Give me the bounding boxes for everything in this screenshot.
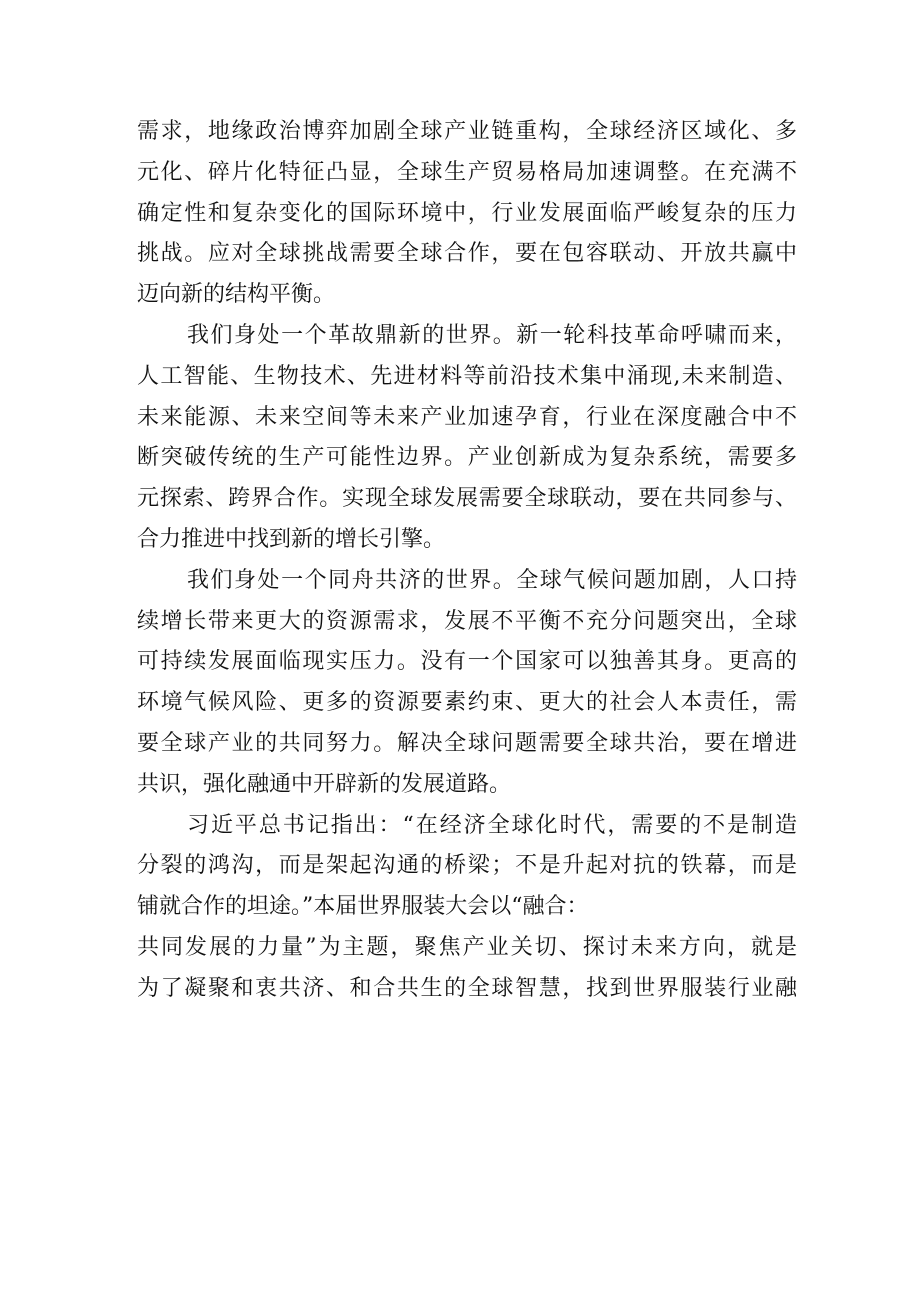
text-line: 合力推进中找到新的增长引擎。 [137, 526, 446, 552]
text-line: 人工智能、生物技术、先进材料等前沿技术集中涌现,未来制造、 [137, 363, 797, 389]
text-line: 环境气候风险、更多的资源要素约束、更大的社会人本责任，需 [137, 690, 797, 716]
text-line: 要全球产业的共同努力。解决全球问题需要全球共治，要在增进 [137, 730, 797, 756]
text-line: 我们身处一个同舟共济的世界。全球气候问题加剧，人口持 [187, 567, 797, 593]
text-line: 挑战。应对全球挑战需要全球合作，要在包容联动、开放共赢中 [137, 241, 797, 267]
text-line: 未来能源、未来空间等未来产业加速孕育，行业在深度融合中不 [137, 404, 797, 430]
text-line: 续增长带来更大的资源需求，发展不平衡不充分问题突出，全球 [137, 608, 797, 634]
text-line: 迈向新的结构平衡。 [137, 282, 336, 308]
text-line: 共同发展的力量”为主题，聚焦产业关切、探讨未来方向，就是 [137, 934, 797, 960]
document-body [137, 112, 797, 1010]
text-line: 共识，强化融通中开辟新的发展道路。 [137, 771, 512, 797]
text-line: 习近平总书记指出：“在经济全球化时代，需要的不是制造 [187, 812, 797, 838]
text-line: 我们身处一个革故鼎新的世界。新一轮科技革命呼啸而来， [187, 322, 797, 348]
text-line: 元探索、跨界合作。实现全球发展需要全球联动，要在共同参与、 [137, 486, 797, 512]
text-line: 断突破传统的生产可能性边界。产业创新成为复杂系统，需要多 [137, 445, 797, 471]
text-line: 为了凝聚和衷共济、和合共生的全球智慧，找到世界服装行业融 [137, 975, 797, 1001]
text-line: 元化、碎片化特征凸显，全球生产贸易格局加速调整。在充满不 [137, 159, 797, 185]
text-line: 可持续发展面临现实压力。没有一个国家可以独善其身。更高的 [137, 649, 797, 675]
text-line: 需求，地缘政治博弈加剧全球产业链重构，全球经济区域化、多 [137, 119, 797, 144]
text-line: 铺就合作的坦途。”本届世界服装大会以“融合： [137, 894, 589, 920]
text-line: 确定性和复杂变化的国际环境中，行业发展面临严峻复杂的压力 [137, 200, 797, 226]
text-line: 分裂的鸿沟，而是架起沟通的桥梁；不是升起对抗的铁幕，而是 [137, 853, 797, 879]
